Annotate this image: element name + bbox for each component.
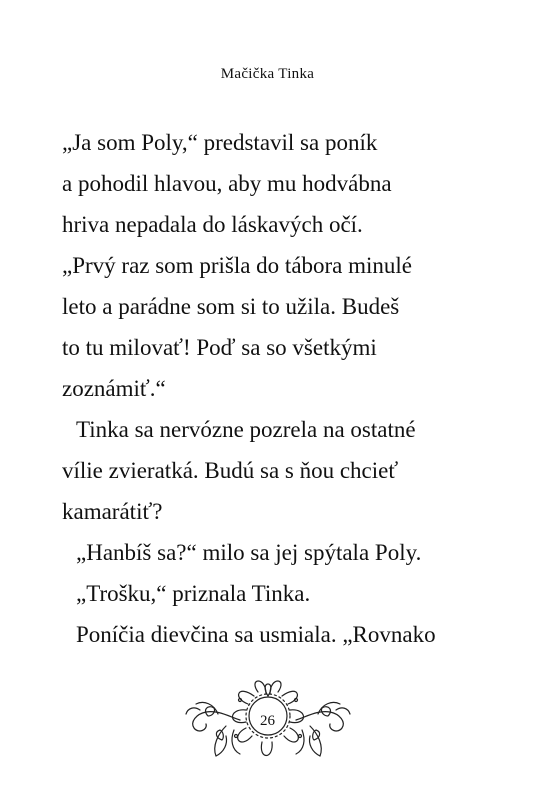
text-line-12: „Trošku,“ priznala Tinka.	[76, 581, 311, 606]
text-line-11: „Hanbíš sa?“ milo sa jej spýtala Poly.	[76, 540, 422, 565]
text-line-10: kamarátiť?	[62, 499, 163, 524]
text-line-9: vílie zvieratká. Budú sa s ňou chcieť	[62, 458, 399, 483]
text-line-6: to tu milovať! Poď sa so všetkými	[62, 335, 377, 360]
text-line-8: Tinka sa nervózne pozrela na ostatné	[76, 417, 416, 442]
text-line-3: hriva nepadala do láskavých očí.	[62, 212, 363, 237]
text-line-4: „Prvý raz som prišla do tábora minulé	[62, 253, 413, 278]
running-head: Mačička Tinka	[220, 66, 315, 82]
text-line-1: „Ja som Poly,“ predstavil sa poník	[62, 130, 378, 155]
text-line-7: zoznámiť.“	[62, 376, 166, 401]
text-line-2: a pohodil hlavou, aby mu hodvábna	[62, 171, 392, 196]
text-line-5: leto a parádne som si to užila. Budeš	[62, 294, 400, 319]
page-number: 26	[260, 713, 275, 729]
text-line-13: Poníčia dievčina sa usmiala. „Rovnako	[76, 622, 436, 647]
